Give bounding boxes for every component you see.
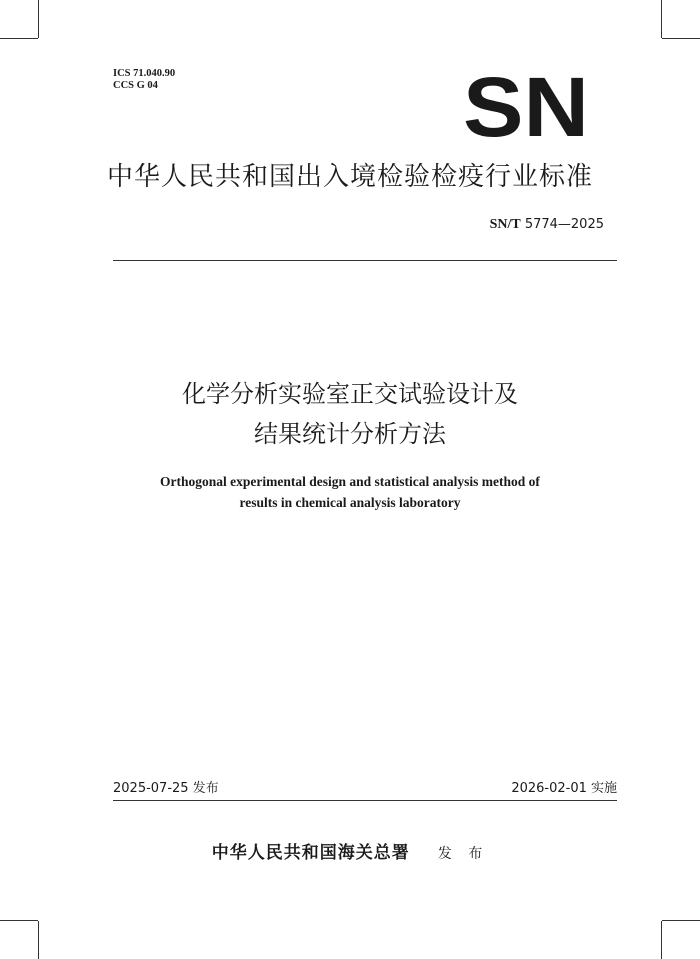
title-en-line1: Orthogonal experimental design and statistical analysis method of: [160, 474, 540, 489]
crop-mark-bottom-right-v: [661, 921, 662, 959]
issuer: [0, 838, 700, 863]
standard-number-value: 5774—2025: [524, 217, 604, 232]
sn-logo: [463, 72, 589, 140]
title-cn-line1: 化学分析实验室正交试验设计及: [182, 380, 518, 408]
standard-category: 中华人民共和国出入境检验检疫行业标准: [106, 162, 593, 192]
crop-mark-bottom-left-v: [38, 921, 39, 959]
title-en-line2: results in chemical analysis laboratory: [239, 495, 461, 510]
crop-mark-top-left-h: [0, 38, 38, 39]
header-divider: [113, 260, 617, 261]
issuer-name: 中华人民共和国海关总署: [211, 843, 410, 863]
ccs-code: CCS G 04: [113, 80, 158, 91]
crop-mark-top-right-h: [662, 38, 700, 39]
ics-code: ICS 71.040.90: [113, 68, 176, 79]
crop-mark-top-left-v: [38, 0, 39, 38]
classification-codes: [113, 68, 175, 92]
sn-logo-text: SN: [463, 72, 589, 140]
standard-number: [490, 217, 604, 233]
crop-mark-top-right-v: [661, 0, 662, 38]
implementation-date: 2026-02-01 实施: [511, 781, 617, 796]
crop-mark-bottom-right-h: [662, 920, 700, 921]
issuer-action: 发 布: [437, 846, 489, 862]
footer-divider: [113, 800, 617, 801]
release-date: 2025-07-25 发布: [113, 781, 219, 796]
crop-mark-bottom-left-h: [0, 920, 38, 921]
standard-number-prefix: SN/T: [489, 217, 521, 232]
title-cn-line2: 结果统计分析方法: [254, 420, 446, 448]
